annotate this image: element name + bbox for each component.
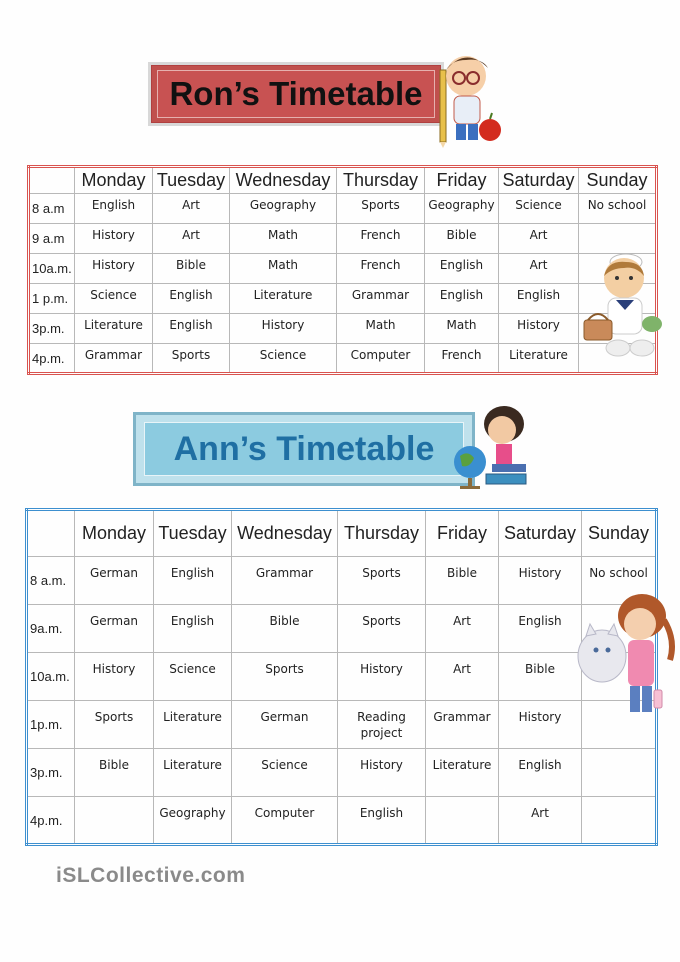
time-cell: 9a.m. — [27, 605, 75, 653]
subject-cell: Bible — [153, 254, 230, 284]
table-row — [27, 653, 657, 701]
subject-cell: Literature — [499, 344, 579, 374]
time-cell: 1p.m. — [27, 701, 75, 749]
table-row — [29, 254, 657, 284]
subject-cell: Art — [499, 224, 579, 254]
table-row — [29, 224, 657, 254]
day-header: Monday — [75, 167, 153, 194]
ann-header-row — [27, 510, 657, 557]
subject-cell: English — [154, 605, 232, 653]
subject-cell: Art — [499, 797, 582, 845]
day-header: Wednesday — [230, 167, 337, 194]
subject-cell: Art — [153, 194, 230, 224]
subject-cell: Art — [499, 254, 579, 284]
subject-cell: Computer — [337, 344, 425, 374]
subject-cell: English — [425, 254, 499, 284]
subject-cell: English — [425, 284, 499, 314]
subject-cell: Art — [426, 653, 499, 701]
ron-timetable — [27, 165, 658, 375]
table-row — [29, 314, 657, 344]
day-header: Thursday — [338, 510, 426, 557]
subject-cell: Geography — [425, 194, 499, 224]
subject-cell: French — [425, 344, 499, 374]
subject-cell: Science — [75, 284, 153, 314]
sailor-boy-clipart — [580, 248, 668, 360]
subject-cell: No school — [579, 194, 657, 224]
day-header: Tuesday — [154, 510, 232, 557]
table-row — [29, 284, 657, 314]
subject-cell: English — [338, 797, 426, 845]
subject-cell: English — [75, 194, 153, 224]
subject-cell: German — [232, 701, 338, 749]
corner-cell — [29, 167, 75, 194]
day-header: Wednesday — [232, 510, 338, 557]
subject-cell: Sports — [232, 653, 338, 701]
subject-cell: German — [75, 605, 154, 653]
day-header: Saturday — [499, 167, 579, 194]
islcollective-watermark: iSLCollective.com — [56, 864, 246, 887]
time-cell: 10a.m. — [27, 653, 75, 701]
subject-cell: Bible — [232, 605, 338, 653]
subject-cell: French — [337, 224, 425, 254]
subject-cell: Bible — [75, 749, 154, 797]
subject-cell: English — [499, 605, 582, 653]
subject-cell: Art — [426, 605, 499, 653]
day-header: Friday — [425, 167, 499, 194]
subject-cell: Art — [153, 224, 230, 254]
subject-cell: English — [154, 557, 232, 605]
subject-cell: Literature — [75, 314, 153, 344]
subject-cell: Sports — [337, 194, 425, 224]
subject-cell: Grammar — [337, 284, 425, 314]
table-row — [27, 749, 657, 797]
subject-cell: Grammar — [75, 344, 153, 374]
day-header: Saturday — [499, 510, 582, 557]
table-row — [27, 605, 657, 653]
table-row — [29, 194, 657, 224]
subject-cell: Computer — [232, 797, 338, 845]
subject-cell: Literature — [426, 749, 499, 797]
subject-cell — [582, 797, 657, 845]
day-header: Tuesday — [153, 167, 230, 194]
subject-cell: Math — [230, 254, 337, 284]
time-cell: 8 a.m — [29, 194, 75, 224]
time-cell: 9 a.m — [29, 224, 75, 254]
table-row — [27, 557, 657, 605]
subject-cell: Grammar — [232, 557, 338, 605]
ann-timetable-title-box — [133, 412, 475, 486]
table-row — [29, 344, 657, 374]
ann-timetable — [25, 508, 658, 846]
ron-timetable-title: Ron’s Timetable — [157, 70, 435, 118]
subject-cell: Math — [230, 224, 337, 254]
ron-timetable-title-box — [148, 62, 444, 126]
subject-cell: Sports — [338, 605, 426, 653]
subject-cell: History — [230, 314, 337, 344]
subject-cell: Literature — [154, 749, 232, 797]
subject-cell: French — [337, 254, 425, 284]
subject-cell: English — [499, 749, 582, 797]
subject-cell: English — [499, 284, 579, 314]
subject-cell: Science — [154, 653, 232, 701]
subject-cell — [426, 797, 499, 845]
subject-cell — [75, 797, 154, 845]
subject-cell: English — [153, 284, 230, 314]
table-row — [27, 797, 657, 845]
subject-cell: No school — [582, 557, 657, 605]
subject-cell: Science — [232, 749, 338, 797]
subject-cell: History — [338, 653, 426, 701]
subject-cell: Math — [337, 314, 425, 344]
time-cell: 4p.m. — [29, 344, 75, 374]
subject-cell: Geography — [154, 797, 232, 845]
subject-cell: History — [75, 254, 153, 284]
time-cell: 4p.m. — [27, 797, 75, 845]
subject-cell: History — [499, 314, 579, 344]
day-header: Monday — [75, 510, 154, 557]
subject-cell: Sports — [338, 557, 426, 605]
time-cell: 1 p.m. — [29, 284, 75, 314]
subject-cell: Literature — [230, 284, 337, 314]
subject-cell — [582, 749, 657, 797]
girl-with-globe-clipart — [452, 402, 534, 490]
time-cell: 3p.m. — [29, 314, 75, 344]
time-cell: 8 a.m. — [27, 557, 75, 605]
day-header: Friday — [426, 510, 499, 557]
subject-cell: English — [153, 314, 230, 344]
subject-cell: History — [499, 557, 582, 605]
subject-cell: Science — [499, 194, 579, 224]
subject-cell: Grammar — [426, 701, 499, 749]
table-row — [27, 701, 657, 749]
day-header: Thursday — [337, 167, 425, 194]
time-cell: 10a.m. — [29, 254, 75, 284]
ron-header-row — [29, 167, 657, 194]
subject-cell: Bible — [425, 224, 499, 254]
subject-cell: Sports — [153, 344, 230, 374]
time-cell: 3p.m. — [27, 749, 75, 797]
subject-cell: Sports — [75, 701, 154, 749]
subject-cell: History — [338, 749, 426, 797]
subject-cell: History — [75, 653, 154, 701]
corner-cell — [27, 510, 75, 557]
subject-cell: Science — [230, 344, 337, 374]
subject-cell: Literature — [154, 701, 232, 749]
girl-with-kitten-clipart — [572, 590, 678, 720]
subject-cell: Bible — [499, 653, 582, 701]
day-header: Sunday — [579, 167, 657, 194]
subject-cell: Bible — [426, 557, 499, 605]
subject-cell: Geography — [230, 194, 337, 224]
subject-cell: History — [75, 224, 153, 254]
ann-timetable-title: Ann’s Timetable — [144, 422, 464, 476]
subject-cell: Reading project — [338, 701, 426, 749]
day-header: Sunday — [582, 510, 657, 557]
subject-cell: Math — [425, 314, 499, 344]
boy-with-pencil-clipart — [436, 48, 506, 148]
subject-cell: History — [499, 701, 582, 749]
subject-cell: German — [75, 557, 154, 605]
